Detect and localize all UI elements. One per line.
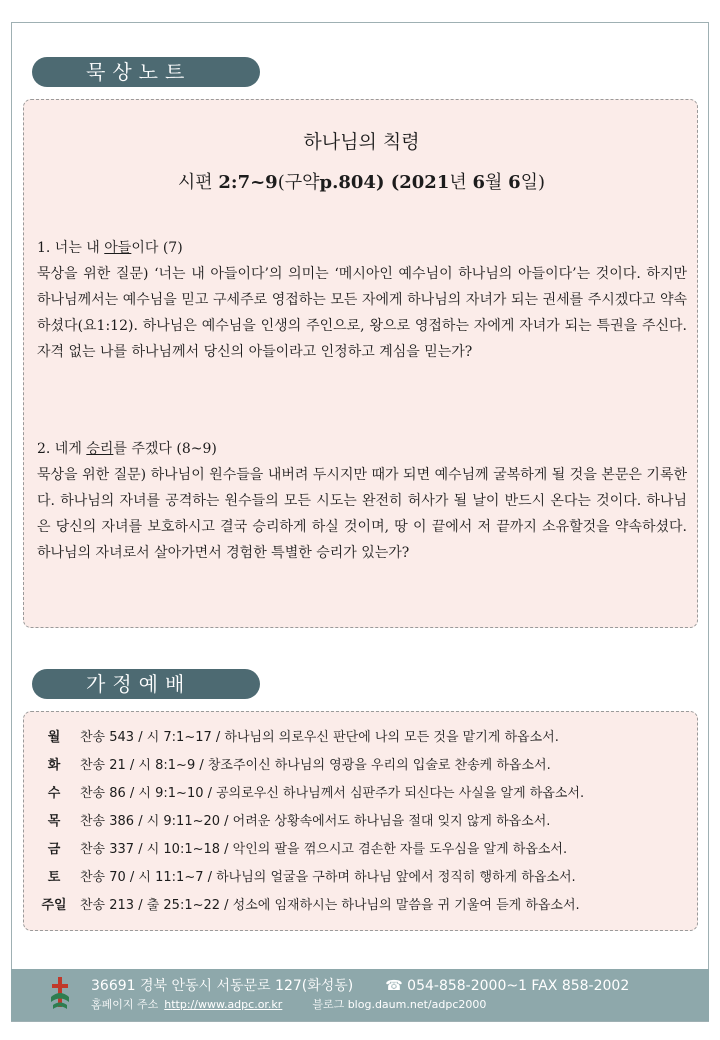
ref-prefix: 시편 <box>177 172 219 193</box>
worship-text: 찬송 386 / 시 9:11~20 / 어려운 상황속에서도 하나님을 절대 잊지 않게 하옵소서. <box>80 814 551 829</box>
q1-head-pre: 1. 너는 내 <box>37 240 105 256</box>
worship-day: 목 <box>47 814 61 829</box>
ref-page-year: p.804) (2021 <box>319 172 450 193</box>
question-2 <box>37 436 687 566</box>
ref-month: 6 <box>472 172 486 193</box>
footer-address: 36691 경북 안동시 서동문로 127(화성동) <box>91 978 354 994</box>
footer-links-line <box>91 996 486 1012</box>
question-1-heading <box>37 235 687 261</box>
worship-row <box>34 726 684 750</box>
q2-head-post: 를 주겠다 (8~9) <box>113 441 217 457</box>
worship-text: 찬송 213 / 출 25:1~22 / 성소에 임재하시는 하나님의 말씀을 귀 기울여 듣게 하옵소서. <box>80 898 580 913</box>
worship-day: 월 <box>47 730 61 745</box>
worship-day: 수 <box>47 786 61 801</box>
worship-row <box>34 894 684 918</box>
q1-head-underlined: 아들 <box>104 240 132 256</box>
ref-month-suffix: 월 <box>485 172 509 193</box>
church-logo-icon <box>49 975 71 1013</box>
footer-phone: ☎ 054-858-2000~1 FAX 858-2002 <box>385 978 630 994</box>
q2-head-underlined: 승리 <box>86 441 114 457</box>
worship-text: 찬송 86 / 시 9:1~10 / 공의로우신 하나님께서 심판주가 되신다는 사실을 알게 하옵소서. <box>80 786 585 801</box>
devotion-reference <box>24 168 699 194</box>
ref-mid: (구약 <box>277 172 320 193</box>
footer-address-line <box>91 975 629 995</box>
worship-row <box>34 810 684 834</box>
worship-day: 토 <box>47 870 61 885</box>
worship-box <box>23 711 698 931</box>
homepage-link[interactable]: http://www.adpc.or.kr <box>164 998 283 1011</box>
ref-verse: 2:7~9 <box>218 172 278 193</box>
worship-text: 찬송 21 / 시 8:1~9 / 창조주이신 하나님의 영광을 우리의 입술로 찬송케 하옵소서. <box>80 758 551 773</box>
question-2-heading <box>37 436 687 462</box>
question-2-body: 묵상을 위한 질문) 하나님이 원수들을 내버려 두시지만 때가 되면 예수님께 굴복하게 될 것을 본문은 기록한다. 하나님의 자녀를 공격하는 원수들의 모든 시도는 완전히 허사가 될 날이 반드시 온다는 것이다. 하나님은 당신의 자녀를 보호하시고 결국 승리하게 하실 것이며, 땅 이 끝에서 저 끝까지 소유할것을 약속하셨다. 하나님의 자녀로서 살아가면서 경험한 특별한 승리가 있는가? <box>37 467 687 561</box>
homepage-label: 홈페이지 주소 <box>91 998 159 1011</box>
ref-day-suffix: 일) <box>520 172 546 193</box>
worship-section-title: 가정예배 <box>32 669 260 699</box>
worship-row <box>34 782 684 806</box>
q2-head-pre: 2. 네게 <box>37 441 87 457</box>
ref-year-suffix: 년 <box>449 172 473 193</box>
q1-head-post: 이다 (7) <box>131 240 183 256</box>
worship-text: 찬송 70 / 시 11:1~7 / 하나님의 얼굴을 구하며 하나님 앞에서 정직히 행하게 하옵소서. <box>80 870 576 885</box>
worship-day: 금 <box>47 842 61 857</box>
worship-day: 화 <box>47 758 61 773</box>
devotion-section-title: 묵상노트 <box>32 57 260 87</box>
worship-row <box>34 838 684 862</box>
worship-day: 주일 <box>41 898 67 913</box>
devotion-title: 하나님의 칙령 <box>303 131 420 153</box>
worship-text: 찬송 337 / 시 10:1~18 / 악인의 팔을 꺾으시고 겸손한 자를 도우심을 알게 하옵소서. <box>80 842 568 857</box>
footer-blog: 블로그 blog.daum.net/adpc2000 <box>312 998 487 1011</box>
worship-row <box>34 754 684 778</box>
question-1 <box>37 235 687 365</box>
ref-day: 6 <box>508 172 521 193</box>
footer-bar <box>11 969 709 1021</box>
worship-row <box>34 866 684 890</box>
question-1-body: 묵상을 위한 질문) ‘너는 내 아들이다’의 의미는 ‘메시아인 예수님이 하나님의 아들이다’는 것이다. 하지만 하나님께서는 예수님을 믿고 구세주로 영접하는 모든 자에게 하나님의 자녀가 되는 권세를 주시겠다고 약속하셨다(요1:12). 하나님은 예수님을 인생의 주인으로, 왕으로 영접하는 자에게 자녀가 되는 특권을 주신다. 자격 없는 나를 하나님께서 당신의 아들이라고 인정하고 계심을 믿는가? <box>37 266 687 360</box>
devotion-box <box>23 99 698 628</box>
worship-text: 찬송 543 / 시 7:1~17 / 하나님의 의로우신 판단에 나의 모든 것을 맡기게 하옵소서. <box>80 730 559 745</box>
